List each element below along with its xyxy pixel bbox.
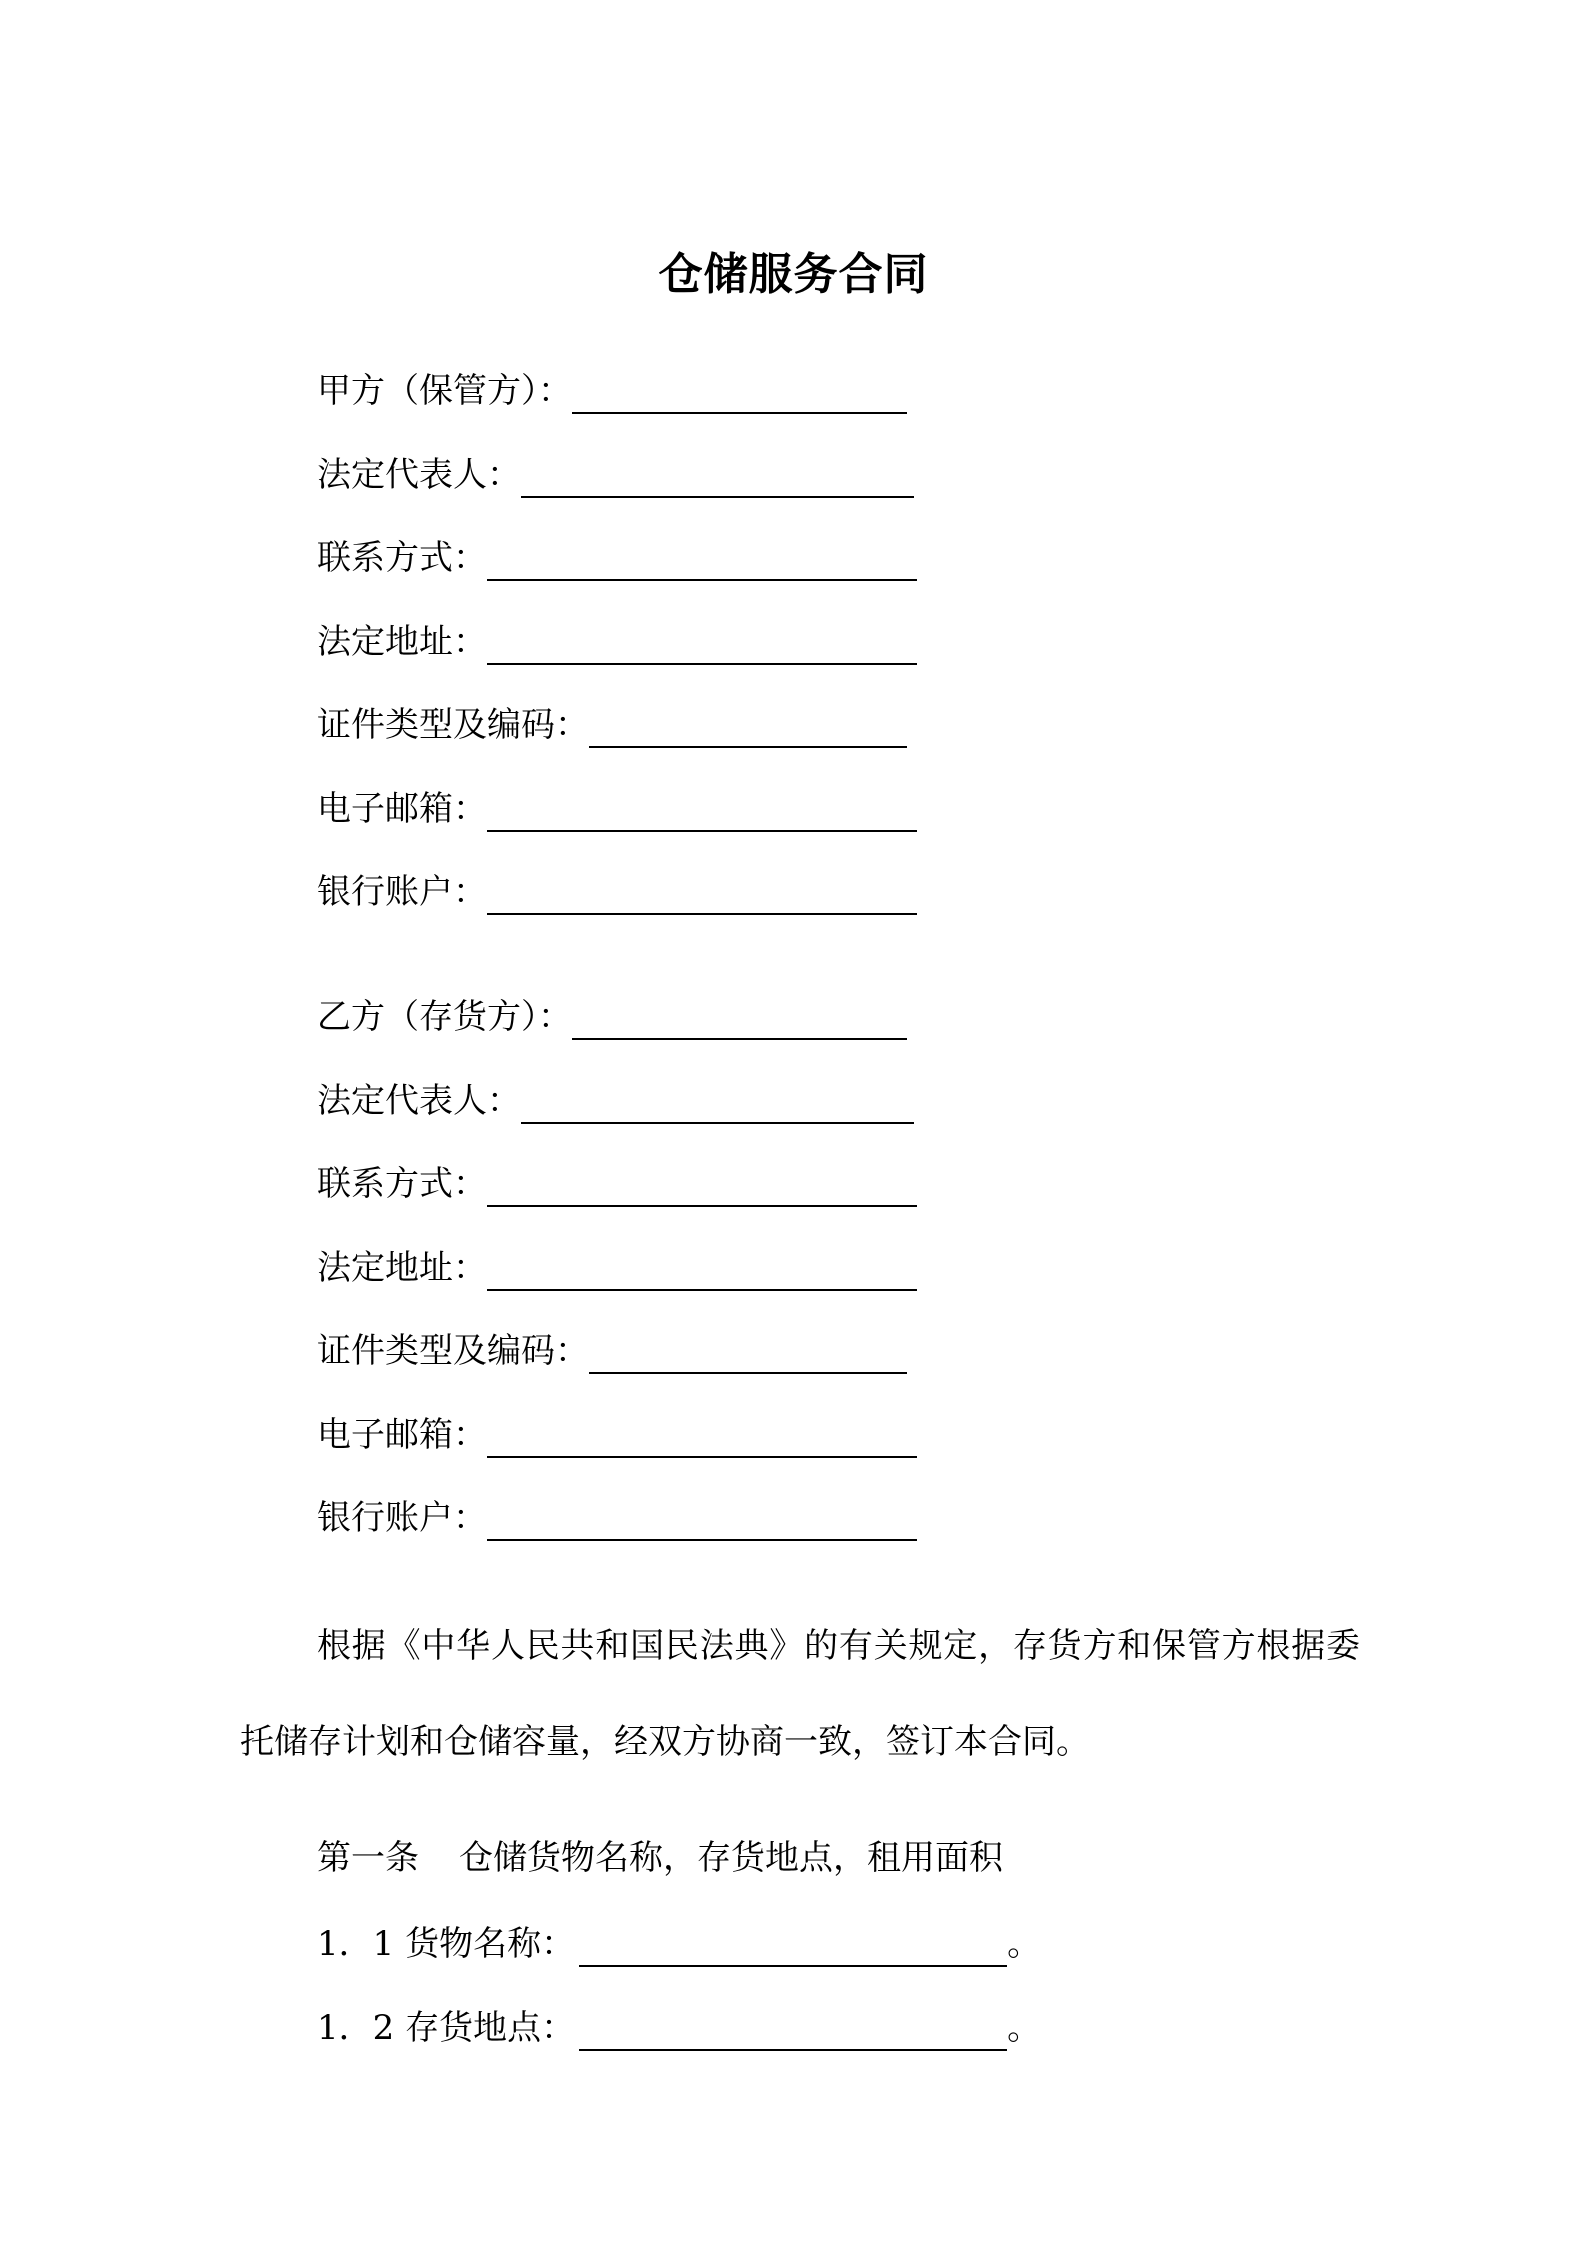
contact-blank[interactable] (487, 541, 917, 581)
field-label: 联系方式： (317, 1164, 487, 1204)
party-b-field-id (317, 1324, 907, 1374)
article-1-item-2 (317, 2001, 1041, 2051)
field-label: 证件类型及编码： (317, 1331, 589, 1371)
party-b-field-email (317, 1408, 917, 1458)
field-label: 法定代表人： (317, 1081, 521, 1121)
item-label: 1．1 货物名称： (317, 1924, 576, 1964)
party-a-field-email (317, 782, 917, 832)
item-end: 。 (1007, 1924, 1042, 1964)
storage-location-blank[interactable] (579, 2011, 1007, 2051)
address-blank[interactable] (487, 625, 917, 665)
party-a-label: 甲方（保管方）： (317, 371, 572, 411)
field-label: 银行账户： (317, 1498, 487, 1538)
party-a-field-id (317, 698, 907, 748)
article-number: 第一条 (317, 1838, 419, 1878)
item-label: 1．2 存货地点： (317, 2008, 576, 2048)
party-a-blank[interactable] (572, 374, 907, 414)
field-label: 法定代表人： (317, 455, 521, 495)
bank-blank[interactable] (487, 1501, 917, 1541)
party-b-blank[interactable] (572, 1000, 907, 1040)
intro-paragraph: 根据《中华人民共和国民法典》的有关规定，存货方和保管方根据委托储存计划和仓储容量，经双方协商一致，签订本合同。 (240, 1626, 1360, 1762)
field-label: 法定地址： (317, 622, 487, 662)
party-b-label: 乙方（存货方）： (317, 997, 572, 1037)
party-a-field-bank (317, 865, 917, 915)
party-b-field-contact (317, 1157, 917, 1207)
email-blank[interactable] (487, 1418, 917, 1458)
field-label: 法定地址： (317, 1248, 487, 1288)
field-label: 电子邮箱： (317, 789, 487, 829)
representative-blank[interactable] (521, 1084, 914, 1124)
email-blank[interactable] (487, 792, 917, 832)
party-a-header (317, 364, 907, 414)
party-b-header (317, 990, 907, 1040)
party-b-field-bank (317, 1491, 917, 1541)
field-label: 证件类型及编码： (317, 705, 589, 745)
bank-blank[interactable] (487, 875, 917, 915)
party-a-field-address (317, 615, 917, 665)
representative-blank[interactable] (521, 458, 914, 498)
item-end: 。 (1007, 2008, 1042, 2048)
party-a-field-representative (317, 448, 914, 498)
address-blank[interactable] (487, 1251, 917, 1291)
party-b-field-representative (317, 1074, 914, 1124)
contact-blank[interactable] (487, 1167, 917, 1207)
id-blank[interactable] (589, 1334, 907, 1374)
goods-name-blank[interactable] (579, 1927, 1007, 1967)
id-blank[interactable] (589, 708, 907, 748)
party-a-field-contact (317, 531, 917, 581)
field-label: 电子邮箱： (317, 1415, 487, 1455)
field-label: 联系方式： (317, 538, 487, 578)
article-1-item-1 (317, 1917, 1041, 1967)
page-title: 仓储服务合同 (658, 249, 929, 300)
article-1-heading (317, 1833, 1003, 1883)
article-title: 仓储货物名称，存货地点，租用面积 (459, 1838, 1003, 1878)
field-label: 银行账户： (317, 872, 487, 912)
party-b-field-address (317, 1241, 917, 1291)
